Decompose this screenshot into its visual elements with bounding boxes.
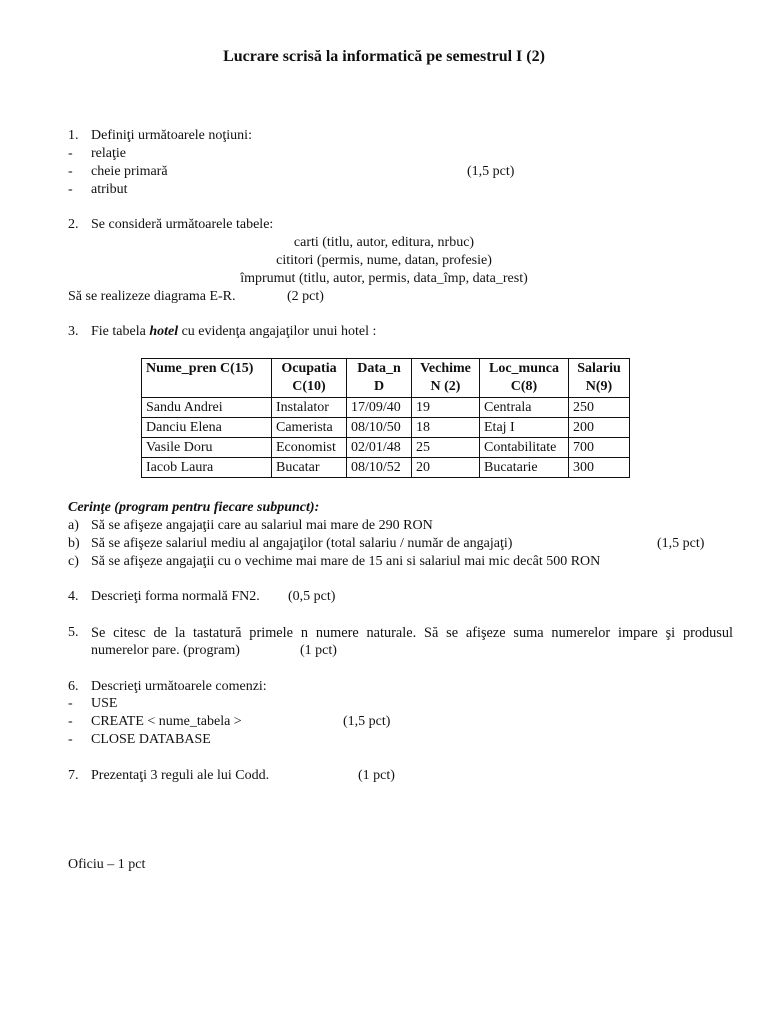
q6-bullet: - [68,714,73,729]
table-cell: Etaj I [480,418,569,438]
q2-text: Se consideră următoarele tabele: [91,217,274,232]
q6-bullet: - [68,732,73,747]
table-cell: 25 [412,438,480,458]
header-nume-pren: Nume_pren C(15) [142,359,272,398]
q1-bullet: - [68,146,73,161]
q5-text-line1: Se citesc de la tastatură primele n numere naturale. Să se afişeze suma numerelor impare şi produsul [91,625,733,641]
q1-bullet: - [68,182,73,197]
table-cell: 250 [569,398,630,418]
table-cell: 20 [412,458,480,478]
hotel-table [141,358,630,478]
q6-item-create: CREATE < nume_tabela > [91,714,242,729]
table-cell: Danciu Elena [142,418,272,438]
table-cell: 08/10/52 [347,458,412,478]
table-cell: Centrala [480,398,569,418]
q2-table-imprumut: împrumut (titlu, autor, permis, data_împ, data_rest) [240,271,528,286]
table-cell: Economist [272,438,347,458]
q6-text: Descrieţi următoarele comenzi: [91,679,267,694]
table-cell: Sandu Andrei [142,398,272,418]
table-cell: 200 [569,418,630,438]
q3-number: 3. [68,324,79,339]
table-cell: 08/10/50 [347,418,412,438]
req-b-label: b) [68,536,80,551]
table-cell: 18 [412,418,480,438]
table-cell: Camerista [272,418,347,438]
table-cell: Contabilitate [480,438,569,458]
table-cell: 700 [569,438,630,458]
table-row [142,438,630,458]
q3-points: (1,5 pct) [657,536,705,551]
q6-bullet: - [68,696,73,711]
q3-table-name: hotel [149,324,179,339]
q4-text: Descrieţi forma normală FN2. [91,589,260,604]
q5-number: 5. [68,625,79,640]
q1-item-relatie: relaţie [91,146,126,161]
q3-text: Fie tabela hotel cu evidenţa angajaţilor unui hotel : [91,324,377,339]
req-c-text: Să se afişeze angajaţii cu o vechime mai mare de 15 ani si salariul mai mic decât 500 RON [91,554,601,569]
q6-item-use: USE [91,696,118,711]
header-vechime: Vechime N (2) [412,359,480,398]
req-a-label: a) [68,518,79,533]
q2-table-cititori: cititori (permis, nume, datan, profesie) [276,253,492,268]
q6-number: 6. [68,679,79,694]
q2-table-carti: carti (titlu, autor, editura, nrbuc) [293,235,475,250]
header-loc-munca: Loc_munca C(8) [480,359,569,398]
q1-bullet: - [68,164,73,179]
q4-points: (0,5 pct) [288,589,336,604]
table-cell: 17/09/40 [347,398,412,418]
table-header-row [142,359,630,398]
requirements-title: Cerinţe (program pentru fiecare subpunct): [68,500,320,515]
q5-text-line2: numerelor pare. (program) [91,643,240,658]
q2-number: 2. [68,217,79,232]
q7-text: Prezentaţi 3 reguli ale lui Codd. [91,768,270,783]
header-salariu: Salariu N(9) [569,359,630,398]
q4-number: 4. [68,589,79,604]
table-cell: 02/01/48 [347,438,412,458]
req-b-text: Să se afişeze salariul mediu al angajaţilor (total salariu / număr de angajaţi) [91,536,513,551]
q1-points: (1,5 pct) [467,164,515,179]
q7-number: 7. [68,768,79,783]
table-row [142,398,630,418]
office-points: Oficiu – 1 pct [68,857,146,872]
req-a-text: Să se afişeze angajaţii care au salariul mai mare de 290 RON [91,518,433,533]
table-cell: 19 [412,398,480,418]
q1-text: Definiţi următoarele noţiuni: [91,128,252,143]
q6-points: (1,5 pct) [343,714,391,729]
q1-number: 1. [68,128,79,143]
table-cell: Iacob Laura [142,458,272,478]
table-cell: 300 [569,458,630,478]
req-c-label: c) [68,554,79,569]
table-row [142,458,630,478]
q7-points: (1 pct) [358,768,395,783]
table-cell: Bucatarie [480,458,569,478]
header-data-n: Data_n D [347,359,412,398]
q1-item-cheie: cheie primară [91,164,168,179]
page-title: Lucrare scrisă la informatică pe semestrul I (2) [223,48,545,65]
q6-item-close: CLOSE DATABASE [91,732,211,747]
table-cell: Bucatar [272,458,347,478]
q2-points: (2 pct) [287,289,324,304]
q5-points: (1 pct) [300,643,337,658]
header-ocupatia: Ocupatia C(10) [272,359,347,398]
table-cell: Instalator [272,398,347,418]
q2-task: Să se realizeze diagrama E-R. [68,289,236,304]
table-cell: Vasile Doru [142,438,272,458]
q1-item-atribut: atribut [91,182,128,197]
table-row [142,418,630,438]
